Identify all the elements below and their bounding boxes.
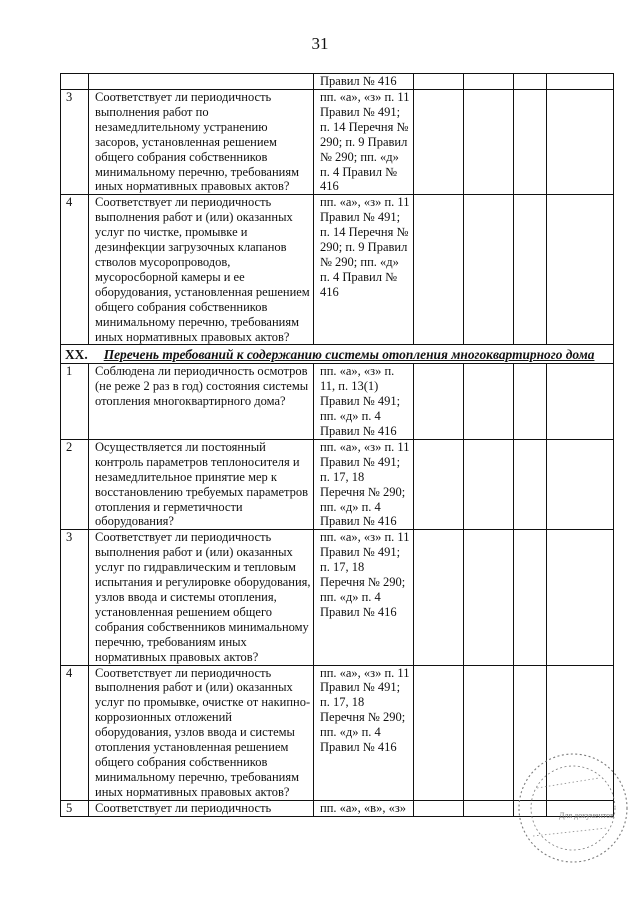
row-number: 3 — [61, 90, 89, 195]
empty-cell — [414, 90, 464, 195]
empty-cell — [547, 195, 614, 345]
row-number: 3 — [61, 530, 89, 665]
page-number: 31 — [311, 34, 329, 53]
empty-cell — [414, 364, 464, 440]
row-question: Соблюдена ли периодичность осмотров (не реже 2 раз в год) состояния системы отопления многоквартирного дома? — [89, 364, 314, 440]
row-number — [61, 74, 89, 90]
empty-cell — [464, 364, 514, 440]
table-row — [61, 195, 614, 345]
empty-cell — [414, 665, 464, 800]
empty-cell — [464, 439, 514, 529]
checklist-table — [60, 73, 614, 817]
empty-cell — [514, 439, 547, 529]
empty-cell — [464, 74, 514, 90]
row-question — [89, 74, 314, 90]
row-reference: пп. «а», «з» п. 11 Правил № 491; п. 14 Перечня № 290; п. 9 Правил № 290; пп. «д» п. 4 Правил № 416 — [314, 90, 414, 195]
empty-cell — [514, 74, 547, 90]
empty-cell — [464, 665, 514, 800]
row-question: Соответствует ли периодичность выполнения работ по незамедлительному устранению засоров, установленная решением общего собрания собственников минимальному перечню, требованиям иных нормативных правовых актов? — [89, 90, 314, 195]
row-question: Осуществляется ли постоянный контроль параметров теплоносителя и незамедлительное принятие мер к восстановлению требуемых параметров отопления и герметичности оборудования? — [89, 439, 314, 529]
empty-cell — [514, 195, 547, 345]
empty-cell — [414, 74, 464, 90]
row-number: 4 — [61, 195, 89, 345]
row-question: Соответствует ли периодичность выполнения работ и (или) оказанных услуг по гидравлическим и тепловым испытания и регулировке оборудования, узлов ввода и системы отопления, установленная решением общего собрания собственников минимальному перечню, требованиям иных нормативных правовых актов? — [89, 530, 314, 665]
row-question: Соответствует ли периодичность выполнения работ и (или) оказанных услуг по чистке, промывке и дезинфекции загрузочных клапанов стволов мусоропроводов, мусоросборной камеры и ее оборудования, установленная решением общего собрания собственников минимальному перечню, требованиям иных нормативных правовых актов? — [89, 195, 314, 345]
empty-cell — [414, 530, 464, 665]
table-row — [61, 90, 614, 195]
row-question: Соответствует ли периодичность — [89, 800, 314, 816]
empty-cell — [414, 195, 464, 345]
section-row — [61, 345, 614, 364]
empty-cell — [547, 74, 614, 90]
empty-cell — [514, 90, 547, 195]
stamp-text: Для документов — [559, 811, 614, 820]
empty-cell — [464, 90, 514, 195]
table-row — [61, 74, 614, 90]
row-number: 2 — [61, 439, 89, 529]
row-reference: пп. «а», «з» п. 11 Правил № 491; п. 17, 18 Перечня № 290; пп. «д» п. 4 Правил № 416 — [314, 665, 414, 800]
empty-cell — [514, 364, 547, 440]
row-reference: пп. «а», «з» п. 11 Правил № 491; п. 17, 18 Перечня № 290; пп. «д» п. 4 Правил № 416 — [314, 439, 414, 529]
row-number: 5 — [61, 800, 89, 816]
section-number: XX. — [65, 347, 88, 363]
table-row — [61, 439, 614, 529]
empty-cell — [464, 800, 514, 816]
row-reference: Правил № 416 — [314, 74, 414, 90]
row-reference: пп. «а», «в», «з» — [314, 800, 414, 816]
empty-cell — [464, 195, 514, 345]
empty-cell — [547, 90, 614, 195]
empty-cell — [514, 530, 547, 665]
table-row — [61, 530, 614, 665]
row-question: Соответствует ли периодичность выполнения работ и (или) оказанных услуг по промывке, очистке от накипно-коррозионных отложений оборудования, узлов ввода и системы отопления установленная решением общего собрания собственников минимальному перечню, требованиям иных нормативных правовых актов? — [89, 665, 314, 800]
stamp-seal — [507, 748, 635, 866]
table-row — [61, 364, 614, 440]
row-number: 1 — [61, 364, 89, 440]
empty-cell — [414, 439, 464, 529]
empty-cell — [547, 364, 614, 440]
section-title: Перечень требований к содержанию системы отопления многоквартирного дома — [103, 347, 595, 363]
row-reference: пп. «а», «з» п. 11 Правил № 491; п. 14 Перечня № 290; п. 9 Правил № 290; пп. «д» п. 4 Правил № 416 — [314, 195, 414, 345]
section-heading — [61, 345, 614, 364]
row-reference: пп. «а», «з» п. 11 Правил № 491; п. 17, 18 Перечня № 290; пп. «д» п. 4 Правил № 416 — [314, 530, 414, 665]
empty-cell — [464, 530, 514, 665]
empty-cell — [547, 439, 614, 529]
row-reference: пп. «а», «з» п. 11, п. 13(1) Правил № 491; пп. «д» п. 4 Правил № 416 — [314, 364, 414, 440]
empty-cell — [414, 800, 464, 816]
empty-cell — [547, 530, 614, 665]
row-number: 4 — [61, 665, 89, 800]
